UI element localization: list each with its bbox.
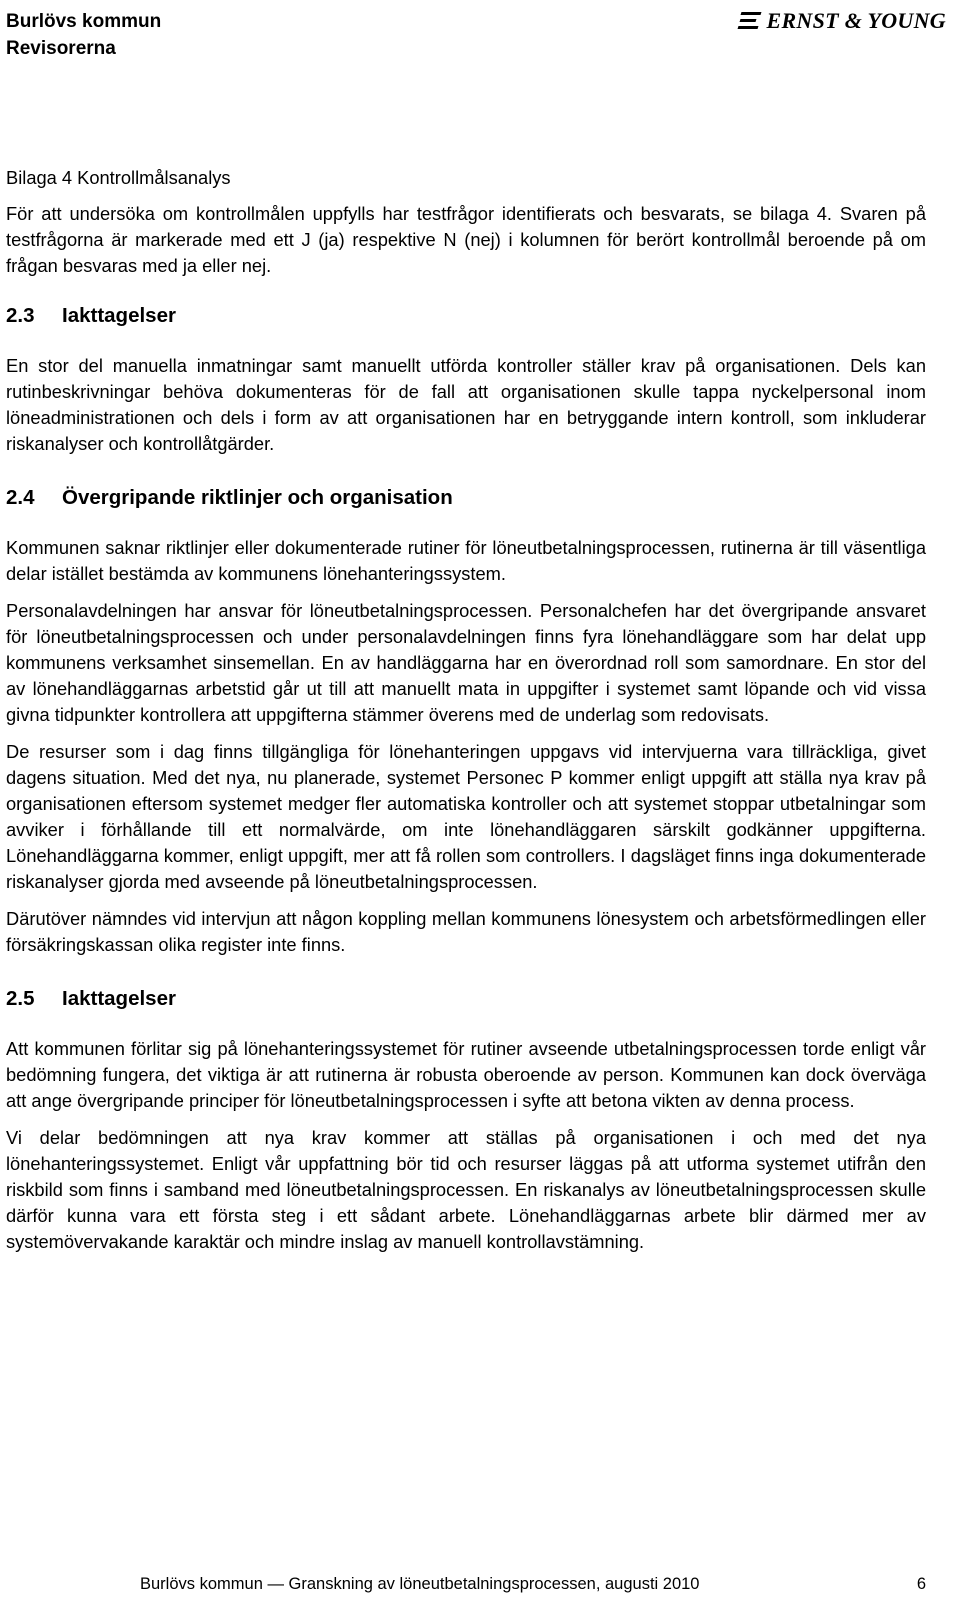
document-body [6,165,926,1255]
section-heading-2-4 [6,485,926,511]
paragraph: Vi delar bedömningen att nya krav kommer att ställas på organisationen i och med det nya lönehanteringssystemet. Enligt vår uppfattning bör tid och resurser läggas på att utforma systemet utifrån den riskbild som finns i samband med löneutbetalningsprocessen. En riskanalys av löneutbetalningsprocessen skulle därför kunna vara ett första steg i ett sådant arbete. Lönehandläggarnas arbete blir därmed mer av systemövervakande karaktär och mindre inslag av manuell kontrollavstämning. [6,1127,926,1252]
section-title: Iakttagelser [62,304,176,327]
section-heading-2-3 [6,303,926,329]
section-heading-2-5 [6,986,926,1012]
intro-paragraph: För att undersöka om kontrollmålen uppfylls har testfrågor identifierats och besvarats, se bilaga 4. Svaren på testfrågorna är markerade med ett J (ja) respektive N (nej) i kolumnen för berört kontrollmål beroende på om frågan besvaras med ja eller nej. [6,203,926,276]
page-number: 6 [916,1575,926,1593]
ernst-young-logo [738,8,946,34]
paragraph: Kommunen saknar riktlinjer eller dokumenterade rutiner för löneutbetalningsprocessen, rutinerna är till väsentliga delar istället bestämda av kommunens lönehanteringssystem. [6,537,926,584]
page-footer [140,1573,926,1595]
section-title: Övergripande riktlinjer och organisation [62,486,453,509]
section-number: 2.3 [6,304,35,327]
paragraph: De resurser som i dag finns tillgängliga för lönehanteringen uppgavs vid intervjuerna vara tillräckliga, givet dagens situation. Med det nya, nu planerade, systemet Personec P kommer enligt uppgift att ställa nya krav på organisationen eftersom systemet medger fler automatiska kontroller och att systemet stoppar utbetalningar som avviker i förhållande till ett normalvärde, om inte lönehandläggaren särskilt godkänner uppgifterna. Lönehandläggarna kommer, enligt uppgift, mer att få rollen som controllers. I dagsläget finns inga dokumenterade riskanalyser gjorda med avseende på löneutbetalningsprocessen. [6,741,926,892]
department-name: Revisorerna [6,38,116,59]
section-number: 2.4 [6,486,35,509]
logo-text: ERNST & YOUNG [766,8,946,33]
section-number: 2.5 [6,987,35,1010]
paragraph: En stor del manuella inmatningar samt manuellt utförda kontroller ställer krav på organisationen. Dels kan rutinbeskrivningar behöva dokumenteras för de fall att organisationen skulle tappa nyckelpersonal inom löneadministrationen och dels i form av att organisationen har en betryggande intern kontroll, som inkluderar riskanalyser och kontrollåtgärder. [6,355,926,454]
footer-text: Burlövs kommun — Granskning av löneutbetalningsprocessen, augusti 2010 [140,1575,700,1593]
header-left [6,8,161,62]
page-header [6,6,946,62]
organization-name: Burlövs kommun [6,11,162,32]
paragraph: Därutöver nämndes vid intervjun att någon koppling mellan kommunens lönesystem och arbetsförmedlingen eller försäkringskassan olika register inte finns. [6,908,926,955]
section-title: Iakttagelser [62,987,176,1010]
appendix-title: Bilaga 4 Kontrollmålsanalys [6,167,231,188]
paragraph: Att kommunen förlitar sig på lönehanteringssystemet för rutiner avseende utbetalningsprocessen torde enligt vår bedömning fungera, det viktiga är att rutinerna är robusta oberoende av person. Kommunen kan dock överväga att ange övergripande principer för löneutbetalningsprocessen i syfte att betona vikten av denna process. [6,1038,926,1111]
paragraph: Personalavdelningen har ansvar för löneutbetalningsprocessen. Personalchefen har det övergripande ansvaret för löneutbetalningsprocessen och under personalavdelningen finns fyra lönehandläggare som har delat upp kommunens verksamhet sinsemellan. En av handläggarna har en överordnad roll som samordnare. En stor del av lönehandläggarnas arbetstid går ut till att manuellt mata in uppgifter i systemet samt löpande och vid vissa givna tidpunkter kontrollera att uppgifterna stämmer överens med de underlag som redovisats. [6,600,926,725]
logo-mark-icon [738,11,760,31]
